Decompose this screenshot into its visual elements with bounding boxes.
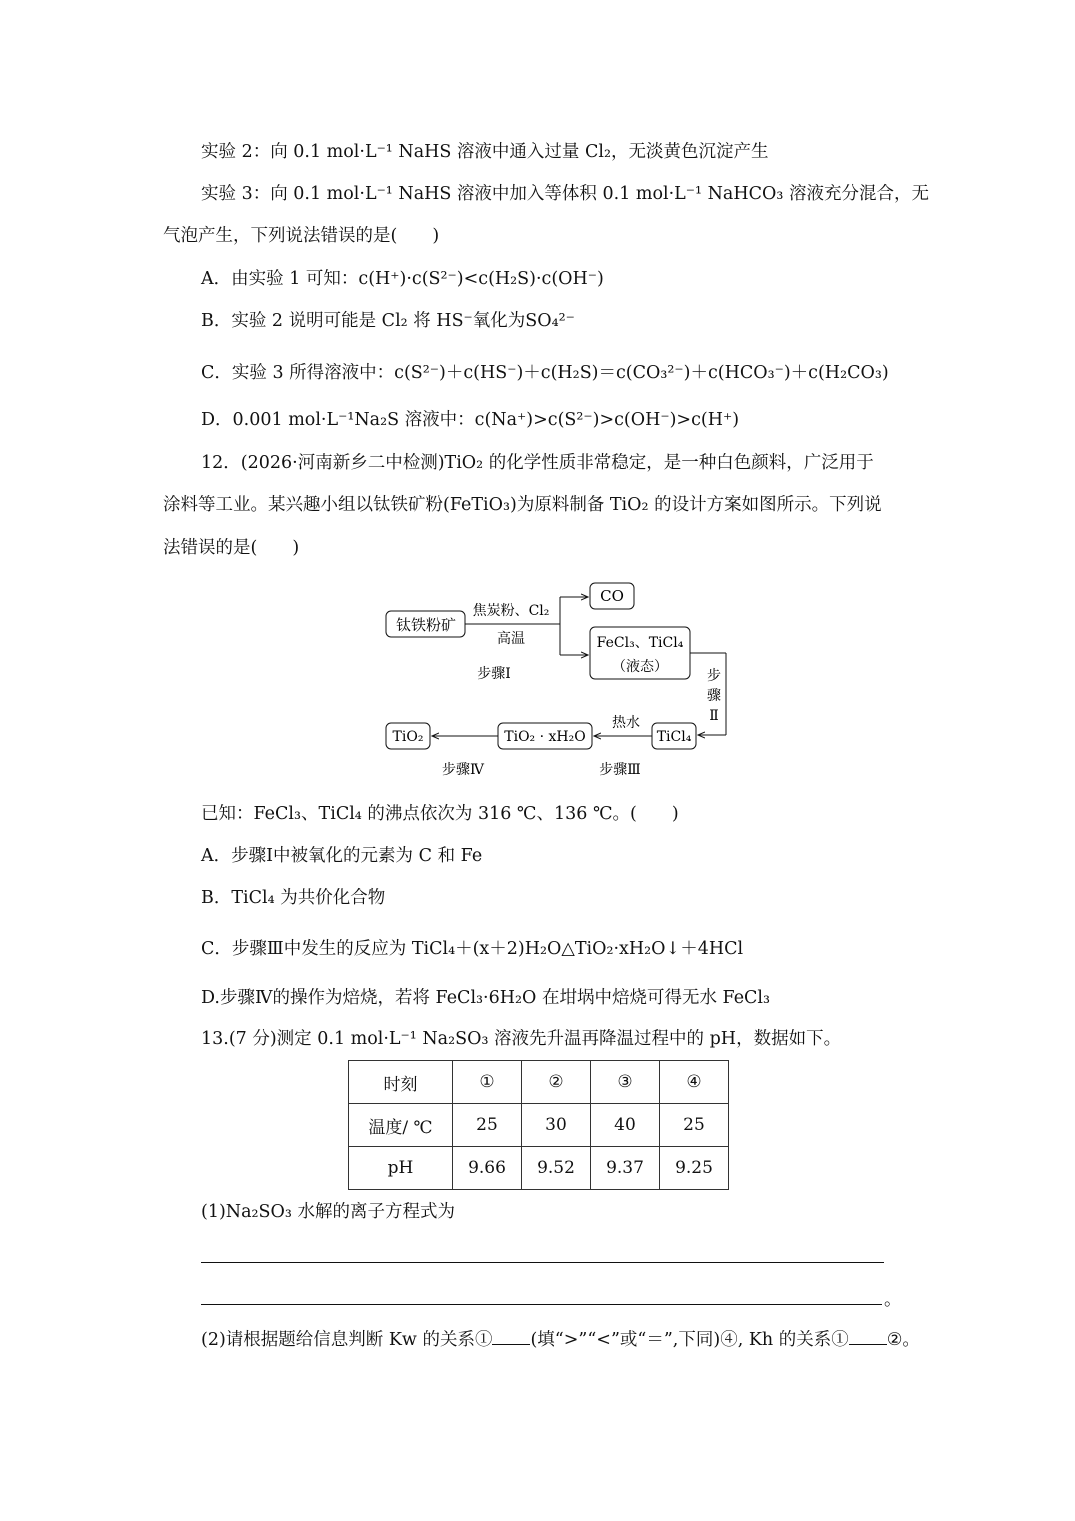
table-cell: 25 xyxy=(453,1104,522,1147)
q13-part-2-text-a: (2)请根据题给信息判断 Kw 的关系① xyxy=(201,1330,493,1350)
q12-option-c: C．步骤Ⅲ中发生的反应为 TiCl₄＋(x＋2)H₂O△TiO₂·xH₂O↓＋4HCl xyxy=(201,939,744,959)
q12-option-b: B．TiCl₄ 为共价化合物 xyxy=(201,888,386,908)
q13-part-2 xyxy=(201,1328,920,1352)
table-cell: 时刻 xyxy=(349,1061,453,1104)
step4-label: 步骤Ⅳ xyxy=(442,762,484,778)
step2-label-b: 骤 xyxy=(707,688,721,704)
q11-option-d: D．0.001 mol·L⁻¹Na₂S 溶液中：c(Na⁺)>c(S²⁻)>c(OH⁻)>c(H⁺) xyxy=(201,410,740,430)
q13-part-1: (1)Na₂SO₃ 水解的离子方程式为 xyxy=(201,1202,455,1222)
hot-water-label: 热水 xyxy=(612,715,640,731)
table-cell: 9.25 xyxy=(660,1147,729,1190)
q12-option-a: A．步骤Ⅰ中被氧化的元素为 C 和 Fe xyxy=(201,846,483,866)
table-cell: ① xyxy=(453,1061,522,1104)
reagent-label: 焦炭粉、Cl₂ xyxy=(472,603,550,619)
table-cell: 40 xyxy=(591,1104,660,1147)
q12-stem-line-1: 12．(2026·河南新乡二中检测)TiO₂ 的化学性质非常稳定，是一种白色颜料，广泛用于 xyxy=(201,453,874,473)
table-row xyxy=(349,1147,729,1190)
table-cell: ② xyxy=(522,1061,591,1104)
q13-part-2-text-c: ②。 xyxy=(886,1330,920,1350)
table-cell: 25 xyxy=(660,1104,729,1147)
table-cell: 9.37 xyxy=(591,1147,660,1190)
kw-answer-blank[interactable] xyxy=(492,1330,530,1345)
process-flow-diagram xyxy=(380,575,740,785)
q12-known: 已知：FeCl₃、TiCl₄ 的沸点依次为 316 ℃、136 ℃。( ) xyxy=(201,804,679,824)
experiment-3-line-1: 实验 3：向 0.1 mol·L⁻¹ NaHS 溶液中加入等体积 0.1 mol·L⁻¹ NaHCO₃ 溶液充分混合，无 xyxy=(201,184,929,204)
q11-option-a: A．由实验 1 可知：c(H⁺)·c(S²⁻)<c(H₂S)·c(OH⁻) xyxy=(201,269,604,289)
table-cell: 30 xyxy=(522,1104,591,1147)
q12-option-d: D.步骤Ⅳ的操作为焙烧，若将 FeCl₃·6H₂O 在坩埚中焙烧可得无水 FeCl₃ xyxy=(201,988,771,1008)
experiment-2: 实验 2：向 0.1 mol·L⁻¹ NaHS 溶液中通入过量 Cl₂，无淡黄色沉淀产生 xyxy=(201,142,769,162)
answer-blank-line-2[interactable] xyxy=(201,1304,882,1305)
table-cell: ③ xyxy=(591,1061,660,1104)
table-cell: pH xyxy=(349,1147,453,1190)
answer-blank-line-1[interactable] xyxy=(201,1262,884,1263)
mix-label-line-1: FeCl₃、TiCl₄ xyxy=(596,635,684,651)
q13-stem: 13.(7 分)测定 0.1 mol·L⁻¹ Na₂SO₃ 溶液先升温再降温过程中的 pH，数据如下。 xyxy=(201,1029,842,1049)
ph-data-table xyxy=(348,1060,729,1190)
q11-option-c: C．实验 3 所得溶液中：c(S²⁻)＋c(HS⁻)＋c(H₂S)＝c(CO₃²⁻)＋c(HCO₃⁻)＋c(H₂CO₃) xyxy=(201,363,889,383)
table-header-row xyxy=(349,1061,729,1104)
step2-label-a: 步 xyxy=(707,668,721,684)
experiment-3-line-2: 气泡产生，下列说法错误的是( ) xyxy=(163,226,440,246)
q12-stem-line-3: 法错误的是( ) xyxy=(163,538,300,558)
period-mark: 。 xyxy=(884,1290,902,1310)
step3-label: 步骤Ⅲ xyxy=(599,762,641,778)
table-cell: ④ xyxy=(660,1061,729,1104)
mix-label-line-2: （液态） xyxy=(612,659,668,675)
ticl4-label: TiCl₄ xyxy=(656,729,692,745)
tio2-label: TiO₂ xyxy=(392,729,424,745)
step1-label: 步骤Ⅰ xyxy=(477,666,511,682)
table-cell: 9.52 xyxy=(522,1147,591,1190)
q13-part-2-text-b: (填“>”“<”或“＝”,下同)④, Kh 的关系① xyxy=(530,1330,849,1350)
hydrate-label: TiO₂ · xH₂O xyxy=(504,729,586,745)
table-cell: 温度/ ℃ xyxy=(349,1104,453,1147)
step2-label-c: Ⅱ xyxy=(709,708,719,724)
table-cell: 9.66 xyxy=(453,1147,522,1190)
kh-answer-blank[interactable] xyxy=(849,1330,887,1345)
q11-option-b: B．实验 2 说明可能是 Cl₂ 将 HS⁻氧化为SO₄²⁻ xyxy=(201,311,575,331)
q12-stem-line-2: 涂料等工业。某兴趣小组以钛铁矿粉(FeTiO₃)为原料制备 TiO₂ 的设计方案如图所示。下列说 xyxy=(163,495,882,515)
table-row xyxy=(349,1104,729,1147)
co-label: CO xyxy=(600,587,624,605)
start-label: 钛铁粉矿 xyxy=(395,616,457,634)
condition-label: 高温 xyxy=(497,631,525,647)
